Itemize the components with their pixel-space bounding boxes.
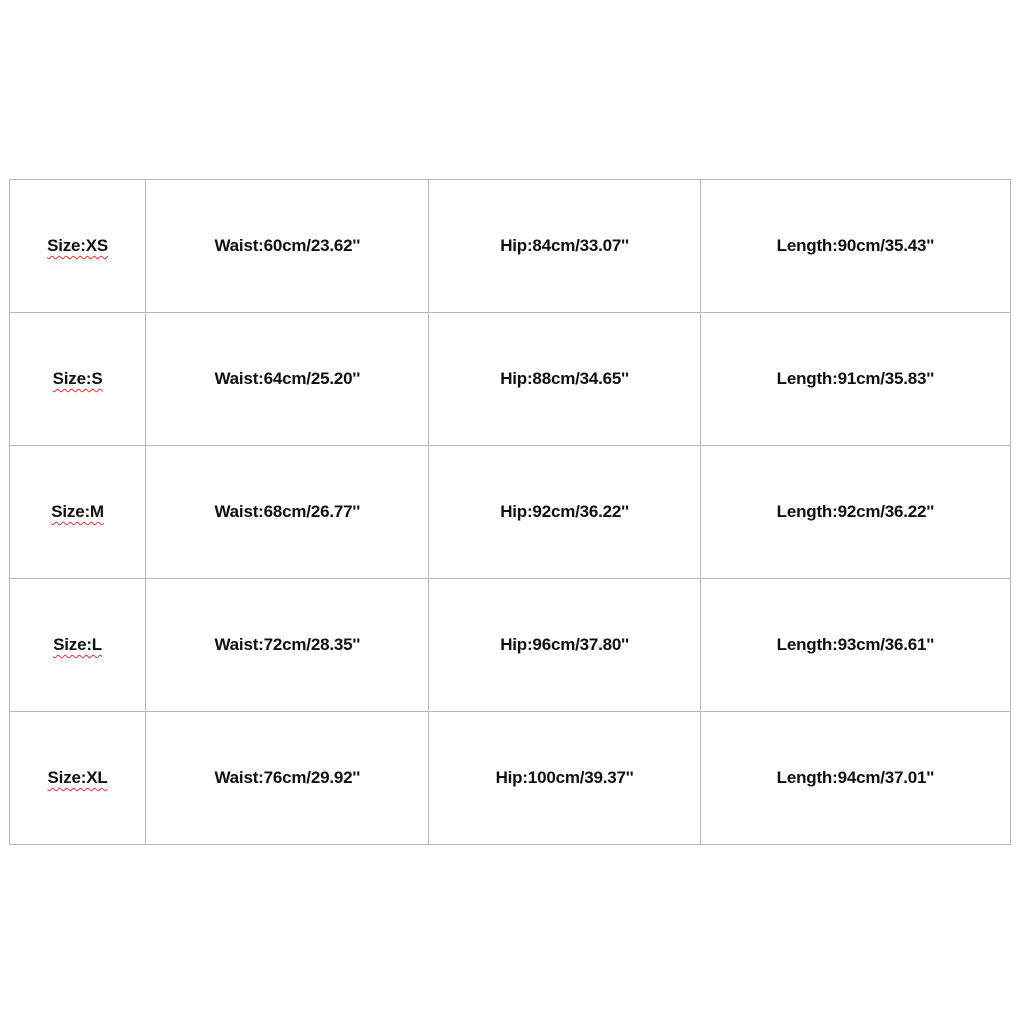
hip-cell: Hip:88cm/34.65''	[429, 313, 700, 446]
table-row	[10, 313, 1011, 446]
table-row	[10, 712, 1011, 845]
size-label: Size:XS	[47, 236, 109, 255]
table-row	[10, 446, 1011, 579]
size-cell	[10, 180, 146, 313]
size-label: Size:XL	[47, 768, 108, 787]
waist-cell: Waist:64cm/25.20''	[146, 313, 429, 446]
length-cell: Length:94cm/37.01''	[700, 712, 1010, 845]
size-label: Size:S	[52, 369, 103, 388]
size-chart-table	[9, 179, 1011, 845]
table-row	[10, 579, 1011, 712]
waist-cell: Waist:76cm/29.92''	[146, 712, 429, 845]
length-cell: Length:90cm/35.43''	[700, 180, 1010, 313]
size-cell	[10, 579, 146, 712]
size-cell	[10, 712, 146, 845]
length-cell: Length:93cm/36.61''	[700, 579, 1010, 712]
hip-cell: Hip:100cm/39.37''	[429, 712, 700, 845]
size-label: Size:L	[53, 635, 102, 654]
waist-cell: Waist:72cm/28.35''	[146, 579, 429, 712]
length-cell: Length:92cm/36.22''	[700, 446, 1010, 579]
size-label: Size:M	[51, 502, 104, 521]
hip-cell: Hip:96cm/37.80''	[429, 579, 700, 712]
size-cell	[10, 446, 146, 579]
table-row	[10, 180, 1011, 313]
hip-cell: Hip:92cm/36.22''	[429, 446, 700, 579]
waist-cell: Waist:60cm/23.62''	[146, 180, 429, 313]
length-cell: Length:91cm/35.83''	[700, 313, 1010, 446]
waist-cell: Waist:68cm/26.77''	[146, 446, 429, 579]
size-cell	[10, 313, 146, 446]
hip-cell: Hip:84cm/33.07''	[429, 180, 700, 313]
